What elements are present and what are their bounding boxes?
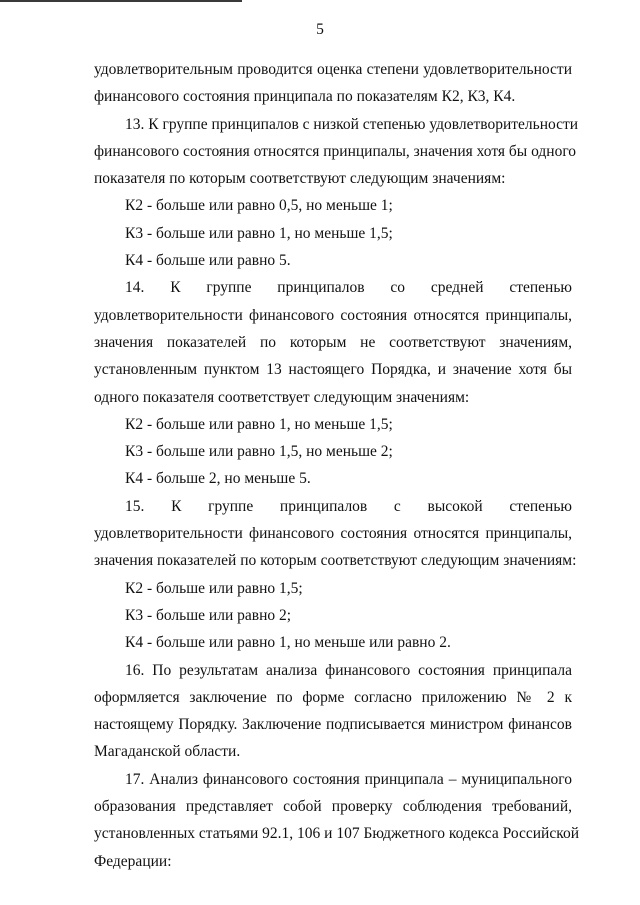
paragraph-16 [94,657,572,766]
paragraph-14 [94,274,572,410]
paragraph-line: значения показателей по которым не соответствуют значениям, [94,333,572,351]
paragraph-line: настоящему Порядку. Заключение подписывается министром финансов [94,716,572,734]
paragraph-17 [94,766,579,875]
paragraph-line: удовлетворительности финансового состояния относятся принципалы, [94,306,572,324]
document-body [94,56,579,875]
paragraph-line: Федерации: [94,852,172,870]
paragraph-line: оформляется заключение по форме согласно приложению № 2 к [94,688,572,706]
paragraph-line: удовлетворительности финансового состояния относятся принципалы, [94,525,572,543]
paragraph-line: 16. По результатам анализа финансового состояния принципала [125,661,572,679]
paragraph-line: одного показателя соответствует следующим значениям: [94,388,470,406]
criteria-item: К2 - больше или равно 1,5; [125,579,303,597]
paragraph-line: 17. Анализ финансового состояния принципала – муниципального [125,770,572,788]
page-number: 5 [316,21,324,38]
paragraph-line: 14. К группе принципалов со средней степенью [125,279,572,297]
criteria-item: К4 - больше или равно 1, но меньше или равно 2. [125,634,451,652]
criteria-item: К3 - больше или равно 2; [125,606,292,624]
paragraph-continuation [94,56,572,111]
paragraph-line: показателя по которым соответствуют следующим значениям: [94,170,506,188]
criteria-list-13 [94,192,572,274]
criteria-item: К3 - больше или равно 1, но меньше 1,5; [125,224,393,242]
criteria-item: К2 - больше или равно 0,5, но меньше 1; [125,197,393,215]
paragraph-line: 13. К группе принципалов с низкой степенью удовлетворительности [125,115,579,133]
paragraph-line: установленным пунктом 13 настоящего Порядка, и значение хотя бы [94,361,572,379]
criteria-list-14 [94,411,572,493]
paragraph-line: значения показателей по которым соответствуют следующим значениям: [94,552,577,570]
paragraph-line: установленных статьями 92.1, 106 и 107 Бюджетного кодекса Российской [94,825,579,843]
criteria-item: К4 - больше 2, но меньше 5. [125,470,311,488]
criteria-item: К3 - больше или равно 1,5, но меньше 2; [125,443,393,461]
criteria-item: К2 - больше или равно 1, но меньше 1,5; [125,415,393,433]
paragraph-line: 15. К группе принципалов с высокой степенью [125,497,572,515]
criteria-list-15 [94,575,572,657]
paragraph-line: финансового состояния относятся принципалы, значения хотя бы одного [94,142,577,160]
paragraph-line: образования представляет собой проверку соблюдения требований, [94,798,572,816]
paragraph-15 [94,493,577,575]
criteria-item: К4 - больше или равно 5. [125,252,291,270]
paragraph-line: финансового состояния принципала по показателям К2, К3, К4. [94,88,516,106]
top-rule [0,0,242,2]
paragraph-line: удовлетворительным проводится оценка степени удовлетворительности [94,61,572,78]
paragraph-13 [94,111,579,193]
paragraph-line: Магаданской области. [94,743,241,761]
